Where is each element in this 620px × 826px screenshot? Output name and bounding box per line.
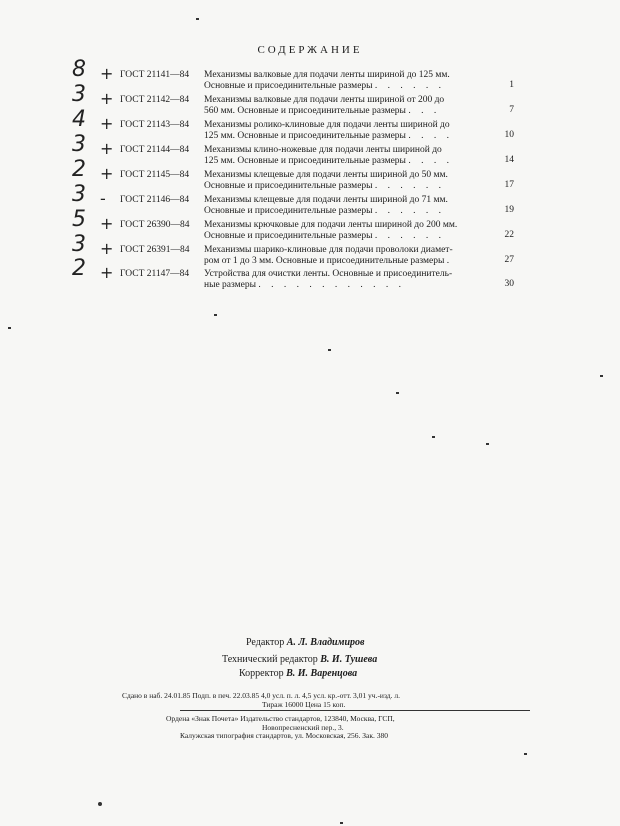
page-number: 27 xyxy=(504,255,514,265)
scan-speck xyxy=(524,753,527,755)
list-item xyxy=(0,82,620,119)
gost-number: ГОСТ 21147—84 xyxy=(120,269,190,279)
divider xyxy=(180,710,530,711)
gost-number: ГОСТ 26391—84 xyxy=(120,245,190,255)
handwritten-count: 3 xyxy=(72,182,86,207)
corrector-name: В. И. Варенцова xyxy=(286,668,358,679)
handwritten-mark: + xyxy=(100,89,114,108)
scan-speck xyxy=(214,314,217,316)
description-line-1: Механизмы клещевые для подачи ленты шириной до 71 мм. xyxy=(204,195,448,205)
description-line-1: Механизмы ролико-клиновые для подачи ленты шириной до xyxy=(204,120,450,130)
handwritten-count: 5 xyxy=(72,207,86,232)
scan-speck xyxy=(396,392,399,394)
imprint-line: Ордена «Знак Почета» Издательство стандартов, 123840, Москва, ГСП, xyxy=(166,714,395,723)
page-number: 7 xyxy=(509,105,514,115)
description-line-2: 125 мм. Основные и присоединительные размеры xyxy=(204,156,406,166)
gost-number: ГОСТ 21145—84 xyxy=(120,170,190,180)
scan-speck xyxy=(98,802,102,806)
description-line-2: ные размеры xyxy=(204,280,257,290)
description-line-2: 560 мм. Основные и присоединительные размеры xyxy=(204,106,406,116)
gost-number: ГОСТ 21142—84 xyxy=(120,95,190,105)
imprint-line: Сдано в наб. 24.01.85 Подп. в печ. 22.03.85 4,0 усл. п. л. 4,5 усл. кр.-отт. 3,01 уч.-изд. л. xyxy=(122,691,400,700)
description-line-2: Основные и присоединительные размеры xyxy=(204,231,373,241)
description-line-1: Механизмы клещевые для подачи ленты шириной до 50 мм. xyxy=(204,170,448,180)
entry-description: Механизмы шарико-клиновые для подачи проволоки диамет- ром от 1 до 3 мм. Основные и присоединительные размеры . xyxy=(204,245,454,266)
page-number: 1 xyxy=(509,80,514,90)
corrector-label: Корректор xyxy=(239,668,284,679)
entry-description: Механизмы ролико-клиновые для подачи ленты шириной до 125 мм. Основные и присоединительные размеры . . . . xyxy=(204,120,453,141)
imprint-line: Тираж 16000 Цена 15 коп. xyxy=(262,700,346,709)
page-number: 14 xyxy=(504,155,514,165)
scan-speck xyxy=(196,18,199,20)
description-line-1: Устройства для очистки ленты. Основные и присоединитель- xyxy=(204,269,453,279)
corrector-line xyxy=(239,668,357,679)
description-line-1: Механизмы крючковые для подачи ленты шириной до 200 мм. xyxy=(204,220,458,230)
contents-title: СОДЕРЖАНИЕ xyxy=(257,44,363,56)
handwritten-mark: + xyxy=(100,139,114,158)
page-number: 30 xyxy=(504,279,514,289)
handwritten-count: 2 xyxy=(72,256,86,281)
entry-description: Механизмы валковые для подачи ленты шириной до 125 мм. Основные и присоединительные размеры . . . . . . xyxy=(204,70,450,91)
scan-speck xyxy=(600,375,603,377)
page-number: 17 xyxy=(504,180,514,190)
handwritten-mark: + xyxy=(100,263,114,282)
gost-number: ГОСТ 21144—84 xyxy=(120,145,190,155)
scan-speck xyxy=(328,349,331,351)
editor-line xyxy=(246,637,364,648)
handwritten-count: 3 xyxy=(72,232,86,257)
handwritten-mark: + xyxy=(100,214,114,233)
entry-description: Устройства для очистки ленты. Основные и присоединитель- ные размеры . . . . . . . . . . . . xyxy=(204,269,453,290)
tech-editor-name: В. И. Тушева xyxy=(320,654,378,665)
list-item xyxy=(0,57,620,94)
description-line-1: Механизмы валковые для подачи ленты шириной до 125 мм. xyxy=(204,70,450,80)
handwritten-count: 4 xyxy=(72,107,86,132)
handwritten-count: 3 xyxy=(72,132,86,157)
description-line-1: Механизмы шарико-клиновые для подачи проволоки диамет- xyxy=(204,245,453,255)
description-line-1: Механизмы валковые для подачи ленты шириной от 200 до xyxy=(204,95,445,105)
handwritten-mark: + xyxy=(100,114,114,133)
scan-speck xyxy=(432,436,435,438)
gost-number: ГОСТ 21141—84 xyxy=(120,70,190,80)
description-line-2: Основные и присоединительные размеры xyxy=(204,181,373,191)
description-line-1: Механизмы клино-ножевые для подачи ленты шириной до xyxy=(204,145,442,155)
scan-speck xyxy=(340,822,343,824)
handwritten-mark: - xyxy=(100,189,106,208)
page-number: 22 xyxy=(504,230,514,240)
entry-description: Механизмы клино-ножевые для подачи ленты шириной до 125 мм. Основные и присоединительные размеры . . . . xyxy=(204,145,453,166)
editor-name: А. Л. Владимиров xyxy=(286,637,365,648)
description-line-2: ром от 1 до 3 мм. Основные и присоединительные размеры xyxy=(204,256,445,266)
editor-label: Редактор xyxy=(246,637,285,648)
handwritten-count: 2 xyxy=(72,157,86,182)
page-number: 10 xyxy=(504,130,514,140)
description-line-2: Основные и присоединительные размеры xyxy=(204,81,373,91)
scan-speck xyxy=(8,327,11,329)
gost-number: ГОСТ 26390—84 xyxy=(120,220,190,230)
handwritten-mark: + xyxy=(100,164,114,183)
handwritten-count: 3 xyxy=(72,82,86,107)
entry-description: Механизмы клещевые для подачи ленты шириной до 50 мм. Основные и присоединительные размеры . . . . . . xyxy=(204,170,448,191)
imprint-line: Новопресненский пер., 3. xyxy=(262,723,344,732)
handwritten-count: 8 xyxy=(72,57,86,82)
entry-description: Механизмы валковые для подачи ленты шириной от 200 до 560 мм. Основные и присоединительные размеры . . . xyxy=(204,95,445,116)
tech-editor-line xyxy=(222,654,377,665)
gost-number: ГОСТ 21146—84 xyxy=(120,195,190,205)
entry-description: Механизмы клещевые для подачи ленты шириной до 71 мм. Основные и присоединительные размеры . . . . . . xyxy=(204,195,448,216)
tech-editor-label: Технический редактор xyxy=(222,654,318,665)
gost-number: ГОСТ 21143—84 xyxy=(120,120,190,130)
handwritten-mark: + xyxy=(100,64,114,83)
scan-speck xyxy=(486,443,489,445)
page-number: 19 xyxy=(504,205,514,215)
imprint-line: Калужская типография стандартов, ул. Московская, 256. Зак. 380 xyxy=(180,731,389,740)
description-line-2: Основные и присоединительные размеры xyxy=(204,206,373,216)
entry-description: Механизмы крючковые для подачи ленты шириной до 200 мм. Основные и присоединительные размеры . . . . . . xyxy=(204,220,458,241)
description-line-2: 125 мм. Основные и присоединительные размеры xyxy=(204,131,406,141)
handwritten-mark: + xyxy=(100,239,114,258)
